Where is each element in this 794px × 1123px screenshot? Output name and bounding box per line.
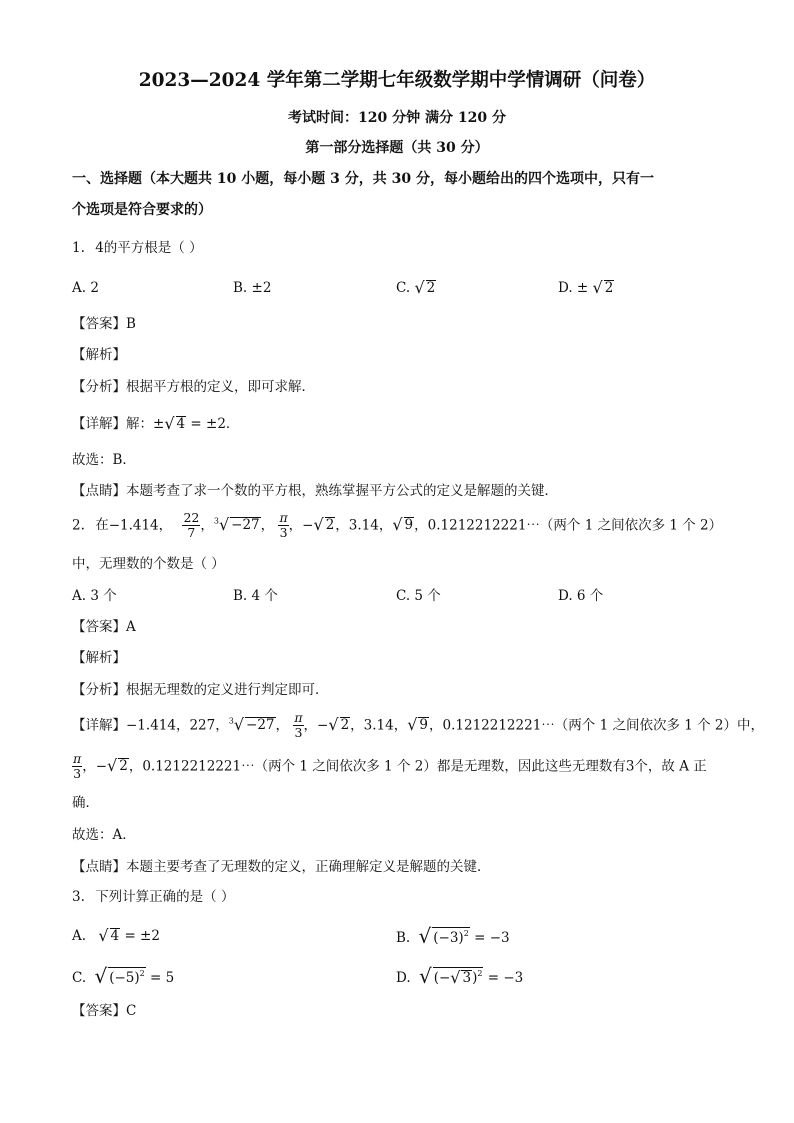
radical-icon: √: [98, 926, 109, 945]
q2-answer: 【答案】A: [72, 619, 136, 635]
question-number: 1.: [72, 240, 85, 256]
option-rhs: = ±2: [124, 928, 160, 944]
option-label: D. ±: [558, 280, 589, 296]
q1-jiexi: 【解析】: [72, 347, 126, 363]
option-label: B.: [396, 930, 411, 946]
fraction-22-7: [182, 511, 200, 541]
option-label: C.: [72, 970, 87, 986]
value-repeating: 0.1212212221⋯（两个 1 之间依次多 1 个 2）: [427, 517, 723, 534]
detail-prefix: 【详解】−1.414，227，: [72, 717, 229, 734]
q2-detail-line1: 【详解】−1.414，227，$^3$√ −27， $\frac{\pi}{3}$ ，−√ 2，3.14，√ 9，0.1212212221⋯（两个 1 之间依次多 1 个 2）中，: [72, 710, 765, 741]
fraction-denominator: 3: [73, 766, 82, 782]
radicand: 4: [176, 416, 186, 432]
inner-pre: (−: [433, 970, 451, 986]
radical-icon: √: [450, 968, 461, 987]
option-label: D.: [396, 970, 411, 986]
option-label: C.: [396, 280, 411, 296]
radicand: 2: [426, 280, 436, 296]
fraction-pi-3: [278, 511, 288, 541]
cube-root-index: 3: [228, 716, 234, 726]
detail-prefix: 【详解】解：±: [72, 416, 165, 432]
q1-analysis: 【分析】根据平方根的定义，即可求解．: [72, 379, 315, 395]
radical-icon: √: [592, 278, 603, 297]
radicand: 2: [604, 280, 614, 296]
question-text: 的平方根是（ ）: [103, 240, 203, 256]
option-rhs: = 5: [150, 970, 175, 986]
fraction-numerator: π: [73, 751, 82, 766]
section-heading-line2: 个选项是符合要求的）: [72, 202, 212, 218]
page-title: 2023—2024 学年第二学期七年级数学期中学情调研（问卷）: [138, 70, 656, 91]
q1-option-b: B. ±2: [233, 280, 272, 296]
detail2-end: 个，故 A 正: [634, 758, 707, 775]
section-heading-line1: 一、选择题（本大题共 10 小题，每小题 3 分，共 30 分，每小题给出的四个选项中，只有一: [72, 171, 654, 187]
inner-radicand: 3: [462, 970, 472, 986]
fraction-denominator: 3: [279, 525, 288, 541]
radicand: 2: [340, 717, 350, 734]
q2-analysis: 【分析】根据无理数的定义进行判定即可．: [72, 682, 329, 698]
q1-option-c: [396, 280, 436, 296]
inner-expression: (−5): [109, 970, 140, 986]
q3-option-a: [72, 928, 160, 944]
radicand: 2: [325, 517, 335, 534]
radicand: 9: [404, 517, 414, 534]
value-314: 3.14，: [348, 517, 393, 534]
radical-icon: √: [233, 715, 245, 735]
q2-detail-line2: $\frac{\pi}{3}$ ，−√ 2，0.1212212221⋯（两个 1 之间依次多 1 个 2）都是无理数，因此这些无理数有3个，故 A 正: [73, 751, 707, 782]
radicand: 2: [119, 758, 128, 775]
inner-post: ): [472, 970, 478, 986]
radicand: 9: [419, 717, 429, 734]
fraction-numerator: 22: [183, 510, 200, 525]
q2-comment: 【点睛】本题主要考查了无理数的定义，正确理解定义是解题的关键．: [72, 859, 491, 875]
q1-comment: 【点睛】本题考查了求一个数的平方根，熟练掌握平方公式的定义是解题的关键．: [72, 483, 558, 499]
fraction-numerator: π: [294, 710, 303, 725]
radical-icon: √: [407, 715, 418, 735]
radical-icon: √: [94, 964, 108, 988]
exponent: 2: [463, 929, 469, 938]
question-2-line2: 中，无理数的个数是（ ）: [72, 556, 225, 572]
q1-choose: 故选：B．: [72, 452, 136, 468]
radical-icon: √: [418, 924, 432, 948]
math-number: 4: [95, 240, 104, 256]
q1-detail: [72, 416, 239, 432]
detail-suffix: = ±2．: [190, 416, 240, 432]
fraction-denominator: 3: [294, 725, 303, 741]
value-neg-1414: −1.414，: [108, 517, 173, 534]
detail-tail: ，0.1212212221⋯（两个 1 之间依次多 1 个 2）中，: [429, 717, 765, 734]
q3-answer: 【答案】C: [72, 1003, 137, 1019]
option-rhs: = −3: [487, 970, 524, 986]
radicand: −27: [231, 517, 260, 534]
fraction-pi-3: [293, 711, 303, 741]
radical-icon: √: [392, 515, 403, 535]
option-label: A.: [72, 928, 87, 944]
radical-icon: √: [164, 414, 175, 433]
q3-option-b: [396, 926, 510, 946]
q2-detail-line3: 确．: [72, 795, 99, 811]
irrational-count: 3: [625, 758, 635, 775]
q2-option-c: C. 5 个: [396, 588, 441, 604]
q1-answer: 【答案】B: [72, 316, 136, 332]
q2-jiexi: 【解析】: [72, 650, 126, 666]
question-number: 2.: [72, 517, 85, 534]
radicand: 4: [110, 928, 120, 944]
radical-icon: √: [414, 278, 425, 297]
question-number: 3.: [72, 889, 85, 905]
detail-rest: ，3.14，: [350, 717, 408, 734]
exam-info: 考试时间：120 分钟 满分 120 分: [288, 110, 506, 126]
q2-option-b: B. 4 个: [233, 588, 278, 604]
q3-option-d: [396, 966, 523, 986]
fraction-numerator: π: [279, 510, 288, 525]
question-1-stem: [72, 242, 203, 256]
part-title: 第一部分选择题（共 30 分）: [305, 140, 489, 156]
q3-option-c: [72, 966, 174, 986]
exponent: 2: [139, 969, 145, 978]
q1-option-a: A. 2: [72, 280, 99, 296]
radicand: [433, 967, 484, 986]
question-2-stem: 2. 在−1.414， $\frac{22}{7}$ ，$^3$√ −27， $\frac{\pi}{3}$ ，−√ 2，3.14，√ 9，0.1212212221⋯（两个 1 之间依次多 1 个 2）: [72, 510, 723, 541]
q2-option-d: D. 6 个: [558, 588, 604, 604]
radicand: −27: [246, 717, 275, 734]
radical-icon: √: [328, 715, 339, 735]
fraction-denominator: 7: [187, 525, 196, 541]
radicand: [432, 927, 470, 946]
question-3-stem: [72, 891, 234, 905]
option-rhs: = −3: [474, 930, 510, 946]
radical-icon: √: [107, 756, 118, 776]
q2-option-a: A. 3 个: [72, 588, 117, 604]
exponent: 2: [477, 969, 483, 978]
detail2-rest: ，0.1212212221⋯（两个 1 之间依次多 1 个 2）都是无理数，因此这些无理数有: [128, 758, 626, 775]
cube-root-index: 3: [213, 516, 219, 526]
radical-icon: √: [313, 515, 324, 535]
inner-expression: (−3): [433, 930, 464, 946]
q2-choose: 故选：A．: [72, 827, 136, 843]
radicand: [108, 967, 146, 986]
radical-icon: √: [418, 964, 432, 988]
fraction-pi-3: [72, 752, 82, 782]
radical-icon: √: [218, 515, 230, 535]
question-text: 下列计算正确的是（ ）: [95, 889, 235, 905]
q1-option-d: [558, 280, 614, 296]
question-intro: 在: [95, 517, 109, 534]
